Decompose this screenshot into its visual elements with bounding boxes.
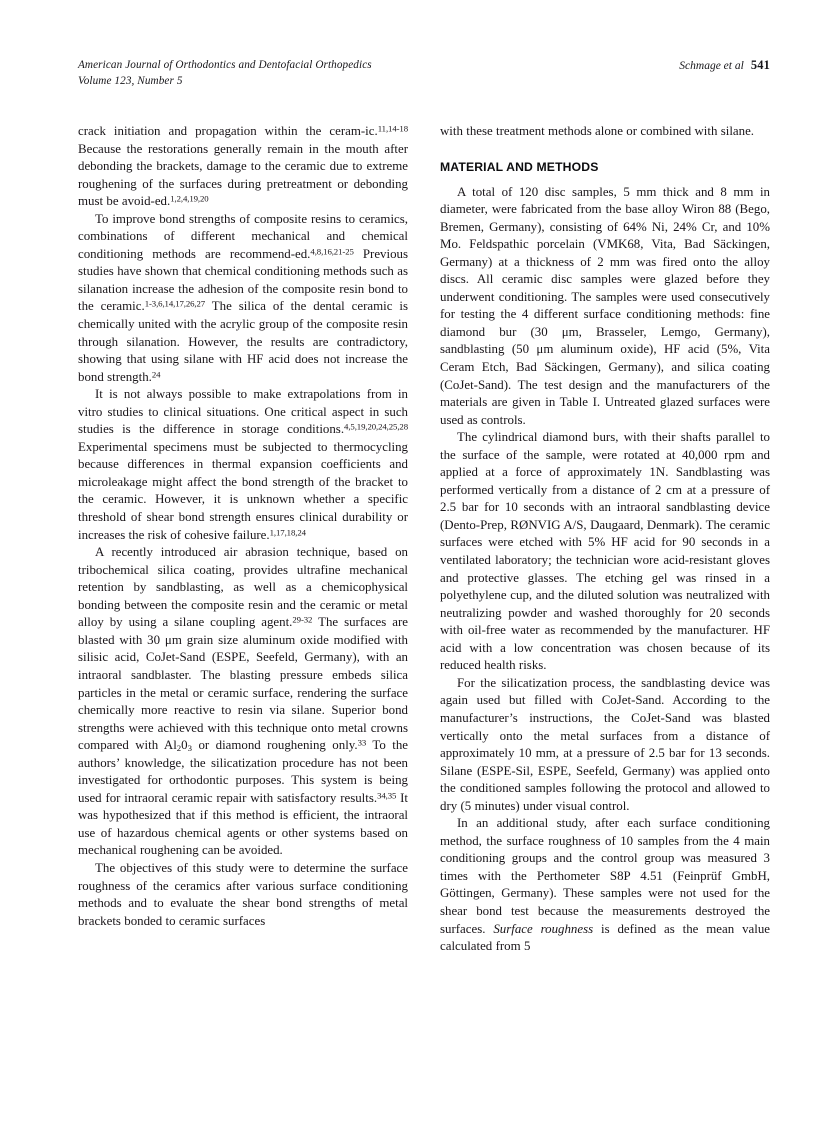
- p3-ref-b: 1,17,18,24: [269, 526, 306, 537]
- p3-text-a: It is not always possible to make extrapolations from in vitro studies to clinical situations. One critical aspect in such studies is the difference in storage conditions.: [78, 387, 408, 437]
- paragraph-1-left: [78, 123, 408, 211]
- p1-ref-a: 11,14-18: [377, 123, 408, 134]
- p3-text-b: Experimental specimens must be subjected to thermocycling because differences in thermal expansion coefficients and microleakage might affect the bond strength of the bracket to the ceramic. However, it is unknown whether a specific threshold of shear bond strength ensures clinical durability or increases the risk of cohesive failure.: [78, 439, 408, 542]
- page-number: 541: [750, 58, 770, 72]
- p4-text-c: 0: [181, 738, 188, 753]
- body-columns: [78, 123, 770, 1078]
- p5r-text-a: In an additional study, after each surface conditioning method, the surface roughness of 10 samples from the 4 main conditioning groups and the control group was measured 3 times with the Perthometer S8P 4.51 (Feinprüf GmbH, Göttingen, Germany). These samples were not used for the shear bond test because the measurements destroyed the surfaces.: [440, 816, 770, 936]
- paragraph-2-left: [78, 211, 408, 386]
- p2-text-c: The silica of the dental ceramic is chemically united with the acrylic group of the composite resin through silanation. However, the results are contradictory, showing that using silane with HF acid does not increase the bond strength.: [78, 299, 408, 384]
- p4-ref-a: 29-32: [292, 614, 313, 625]
- paragraph-5-right: [440, 815, 770, 955]
- p4-text-a: A recently introduced air abrasion technique, based on tribochemical silica coating, provides ultrafine mechanical retention by sandblasting, as well as a chemicophysical bonding between the composite resin and the ceramic or metal alloy by using a silane coupling agent.: [78, 545, 408, 630]
- p2-ref-b: 1-3,6,14,17,26,27: [144, 298, 206, 309]
- journal-title-block: [78, 58, 372, 89]
- p4-text-f: It was hypothesized that if this method is efficient, the intraoral use of hazardous chemical agents or other systems based on mechanical roughening can be avoided.: [78, 790, 408, 858]
- p4-ref-c: 34,35: [377, 790, 397, 801]
- paragraph-5-left: The objectives of this study were to determine the surface roughness of the ceramics after various surface conditioning methods and to evaluate the shear bond strengths of metal brackets bonded to ceramic surfaces: [78, 860, 408, 928]
- journal-volume-issue: Volume 123, Number 5: [78, 74, 183, 87]
- journal-title: American Journal of Orthodontics and Dentofacial Orthopedics: [78, 59, 372, 71]
- paragraph-1-right: with these treatment methods alone or combined with silane.: [440, 124, 755, 138]
- p1-text-b: Because the restorations generally remain in the mouth after debonding the brackets, damage to the ceramic due to extreme roughening of the surfaces during pretreatment or debonding must be avoid-ed.: [78, 141, 408, 209]
- column-right: [440, 123, 770, 1078]
- p4-ref-b: 33: [357, 737, 367, 748]
- p5r-text-b: is defined as the mean value calculated from 5: [440, 921, 770, 954]
- p1-ref-b: 1,2,4,19,20: [170, 193, 209, 204]
- p2-ref-c: 24: [151, 368, 161, 379]
- p2-text-a: To improve bond strengths of composite resins to ceramics, combinations of different mechanical and chemical conditioning methods are recommend-ed.: [78, 211, 408, 261]
- section-heading-material-and-methods: MATERIAL AND METHODS: [440, 159, 599, 174]
- spacer-after-heading: [440, 175, 770, 184]
- p3-ref-a: 4,5,19,20,24,25,28: [344, 421, 408, 432]
- p4-text-e: To the authors’ knowledge, the silicatization procedure has not been investigated for orthodontic purposes. This system is being used for intraoral ceramic repair with satisfactory results.: [78, 738, 408, 805]
- spacer-before-heading: [440, 141, 770, 160]
- paragraph-2-right: A total of 120 disc samples, 5 mm thick and 8 mm in diameter, were fabricated from the base alloy Wiron 88 (Bego, Bremen, Germany), consisting of 64% Ni, 24% Cr, and 10% Mo. Feldspathic porcelain (VMK68, Vita, Bad Säckingen, Germany) at a thickness of 2 mm was fired onto the alloy discs. All ceramic disc samples were glazed before they underwent conditioning. The samples were used consecutively for testing the 4 different surface conditioning methods: fine diamond bur (30 μm, Brasseler, Lemgo, Germany), sandblasting (50 μm aluminum oxide), HF acid (5%, Vita Ceram Etch, Bad Säckingen, Germany), and silica coating (CoJet-Sand). The test design and the manufacturers of the materials are given in Table I. Untreated glazed surfaces were used as controls.: [440, 184, 770, 427]
- paragraph-3-right: The cylindrical diamond burs, with their shafts parallel to the surface of the sample, were rotated at 40,000 rpm and applied at a force of approximately 1N. Sandblasting was performed vertically from a distance of 2 cm at a pressure of 2.5 bar for 10 seconds with an intraoral sandblasting device (Dento-Prep, RØNVIG A/S, Daugaard, Denmark). The ceramic surfaces were etched with 5% HF acid for 90 seconds in a ventilated laboratory; the technician wore acid-resistant gloves and protective glasses. The etching gel was rinsed in a polyethylene cup, and the diluted solution was neutralized with neutralizing powder and washed thoroughly for 20 seconds with oil-free water as recommended by the manufacturer. HF acid with a low concentration was chosen because of its reduced health risks.: [440, 430, 770, 673]
- paragraph-4-left: [78, 544, 408, 860]
- column-left: [78, 123, 408, 1078]
- running-head-right: [679, 58, 770, 75]
- p4-sub-a: 2: [176, 742, 182, 753]
- paragraph-3-left: [78, 386, 408, 544]
- running-head: [78, 58, 770, 89]
- p4-text-b: The surfaces are blasted with 30 μm grain size aluminum oxide modified with silisic acid, CoJet-Sand (ESPE, Seefeld, Germany), with an intraoral sandblaster. The blasting pressure embeds silica particles in the metal or ceramic surface, rendering the surface chemically more reactive to resin via silane. Superior bond strengths were achieved with this technique onto metal crowns compared with Al: [78, 615, 408, 753]
- p2-text-b: Previous studies have shown that chemical conditioning methods such as silanation increase the adhesion of the composite resin bond to the ceramic.: [78, 246, 408, 314]
- paragraph-4-right: For the silicatization process, the sandblasting device was again used but filled with CoJet-Sand. According to the manufacturer’s instructions, the CoJet-Sand was blasted vertically onto the metal surfaces from a distance of approximately 10 mm, at a pressure of 2.5 bar for 13 seconds. Silane (ESPE-Sil, ESPE, Seefeld, Germany) was applied onto the conditioned samples following the protocol and allowed to dry (5 minutes) under visual control.: [440, 675, 770, 813]
- p1-text-a: crack initiation and propagation within the ceram-ic.: [78, 124, 378, 138]
- p2-ref-a: 4,8,16,21-25: [310, 246, 354, 257]
- running-head-authors: Schmage et al: [679, 60, 744, 72]
- p4-sub-b: 3: [187, 742, 193, 753]
- p4-text-d: or diamond roughening only.: [192, 738, 358, 753]
- p5r-italic-term: Surface roughness: [493, 921, 594, 936]
